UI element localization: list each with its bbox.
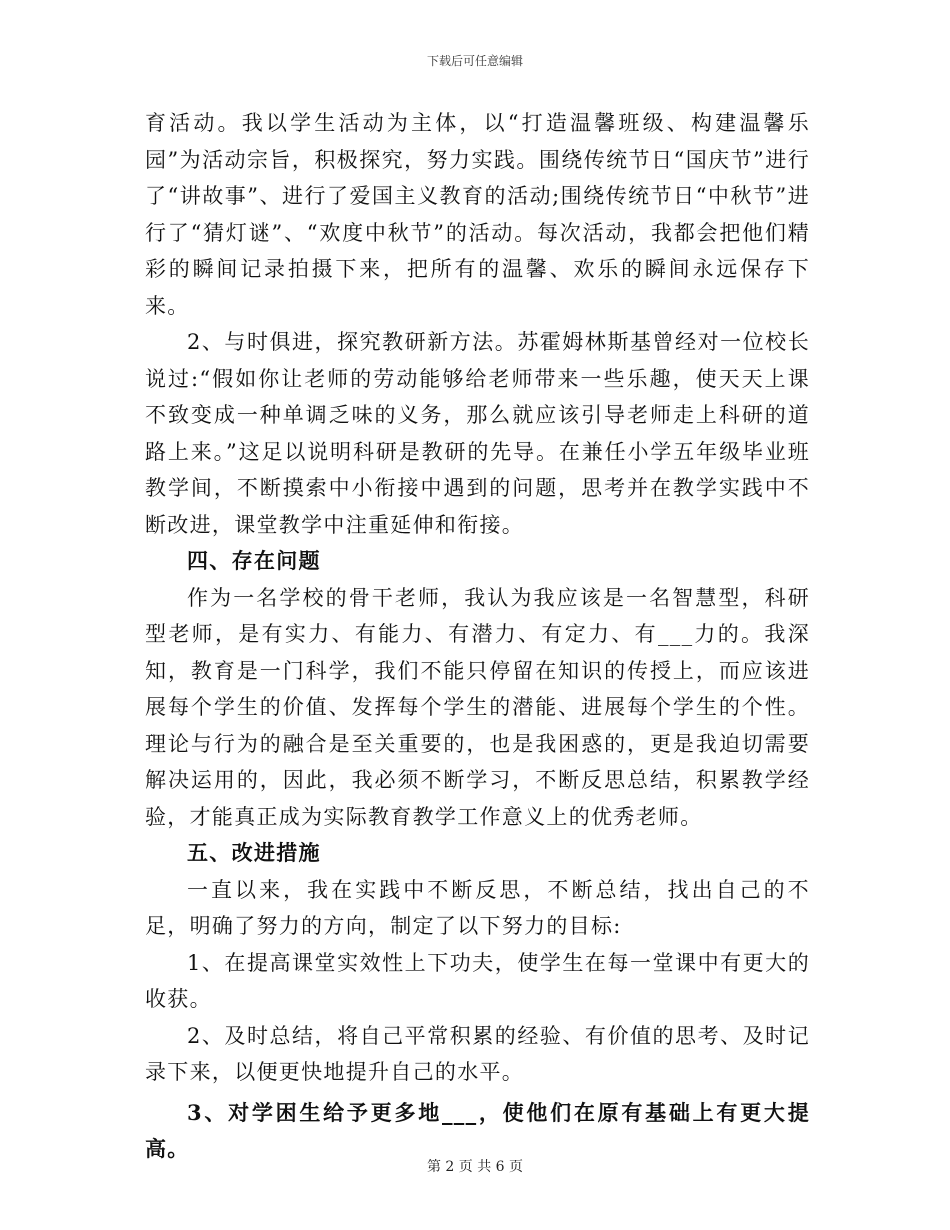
section-heading-problems: 四、存在问题: [187, 548, 321, 573]
page-number: 第 2 页 共 6 页: [426, 1159, 524, 1175]
document-body: [145, 105, 810, 1168]
paragraph-improvements-intro: 一直以来，我在实践中不断反思，不断总结，找出自己的不足，明确了努力的方向，制定了以下努力的目标:: [145, 877, 810, 938]
page-header: 下载后可任意编辑: [426, 54, 523, 68]
list-item-goal-2: 2、及时总结，将自己平常积累的经验、有价值的思考、及时记录下来，以便更快地提升自己的水平。: [145, 1023, 810, 1084]
section-heading-improvements: 五、改进措施: [187, 840, 321, 865]
list-item-goal-3: 3、对学困生给予更多地___，使他们在原有基础上有更大提高。: [145, 1099, 810, 1161]
paragraph-activities-continued: 育活动。我以学生活动为主体，以“打造温馨班级、构建温馨乐园”为活动宗旨，积极探究，努力实践。围绕传统节日“国庆节”进行了“讲故事”、进行了爱国主义教育的活动;围绕传统节日“中秋节”进行了“猜灯谜”、“欢度中秋节”的活动。每次活动，我都会把他们精彩的瞬间记录拍摄下来，把所有的温馨、欢乐的瞬间永远保存下来。: [145, 111, 810, 318]
paragraph-research-methods: 2、与时俱进，探究教研新方法。苏霍姆林斯基曾经对一位校长说过:“假如你让老师的劳动能够给老师带来一些乐趣，使天天上课不致变成一种单调乏味的义务，那么就应该引导老师走上科研的道路上来。”这足以说明科研是教研的先导。在兼任小学五年级毕业班教学间，不断摸索中小衔接中遇到的问题，思考并在教学实践中不断改进，课堂教学中注重延伸和衔接。: [145, 330, 810, 537]
list-item-goal-1: 1、在提高课堂实效性上下功夫，使学生在每一堂课中有更大的收获。: [145, 950, 810, 1011]
paragraph-problems: 作为一名学校的骨干老师，我认为我应该是一名智慧型，科研型老师，是有实力、有能力、有潜力、有定力、有___力的。我深知，教育是一门科学，我们不能只停留在知识的传授上，而应该进展每个学生的价值、发挥每个学生的潜能、进展每个学生的个性。理论与行为的融合是至关重要的，也是我困惑的，更是我迫切需要解决运用的，因此，我必须不断学习，不断反思总结，积累教学经验，才能真正成为实际教育教学工作意义上的优秀老师。: [145, 585, 810, 829]
